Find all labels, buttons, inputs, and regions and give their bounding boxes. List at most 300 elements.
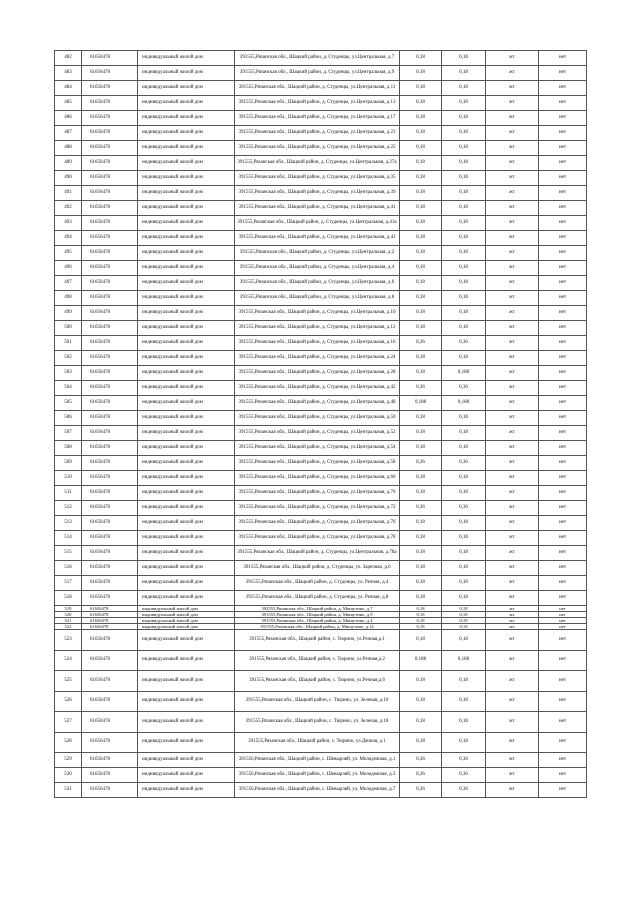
cell-oktmo-code: 61656478 [82, 336, 138, 351]
cell-row-number: 531 [55, 783, 82, 798]
cell-row-number: 496 [55, 261, 82, 276]
cell-oktmo-code: 61656478 [82, 671, 138, 692]
cell-value-a: 0,18 [400, 441, 442, 456]
cell-address: 391555,Рязанская обл., Шацкий район, д. Студенцы, ул.Центральная, д.70 [235, 486, 400, 501]
table-row [55, 630, 587, 651]
cell-oktmo-code: 61656478 [82, 516, 138, 531]
cell-value-b: 0,18 [442, 216, 486, 231]
cell-object-type: индивидуальный жилой дом [138, 671, 235, 692]
table-row [55, 650, 587, 671]
table-row [55, 231, 587, 246]
cell-object-type: индивидуальный жилой дом [138, 141, 235, 156]
cell-object-type: индивидуальный жилой дом [138, 546, 235, 561]
cell-status: жт [486, 306, 539, 321]
cell-object-type: индивидуальный жилой дом [138, 231, 235, 246]
cell-oktmo-code: 61656478 [82, 291, 138, 306]
cell-gas-supply: нет [539, 671, 587, 692]
cell-value-b: 0,36 [442, 456, 486, 471]
cell-object-type: индивидуальный жилой дом [138, 783, 235, 798]
cell-address: 391555,Рязанская обл., Шацкий район, д. Мишутино, д.4 [235, 618, 400, 624]
cell-value-b: 0,18 [442, 351, 486, 366]
cell-oktmo-code: 61656478 [82, 216, 138, 231]
cell-row-number: 508 [55, 441, 82, 456]
cell-value-a: 0,18 [400, 618, 442, 624]
cell-gas-supply: нет [539, 291, 587, 306]
cell-status: жт [486, 606, 539, 612]
cell-gas-supply: нет [539, 111, 587, 126]
cell-address: 391555,Рязанская обл., Шацкий район, д. Студенцы, ул.Центральная, д.6 [235, 276, 400, 291]
cell-gas-supply: нет [539, 753, 587, 768]
table-row [55, 96, 587, 111]
cell-status: жт [486, 753, 539, 768]
cell-value-b: 0,18 [442, 441, 486, 456]
cell-address: 391555,Рязанская обл., Шацкий район, д. Студенцы, ул.Центральная, д.60 [235, 471, 400, 486]
cell-row-number: 500 [55, 321, 82, 336]
cell-value-b: 0,18 [442, 96, 486, 111]
cell-value-a: 0,18 [400, 81, 442, 96]
cell-value-b: 0,18 [442, 186, 486, 201]
cell-gas-supply: нет [539, 531, 587, 546]
cell-row-number: 530 [55, 768, 82, 783]
cell-row-number: 525 [55, 671, 82, 692]
cell-oktmo-code: 61656478 [82, 456, 138, 471]
cell-value-b: 0,18 [442, 612, 486, 618]
cell-row-number: 488 [55, 141, 82, 156]
cell-oktmo-code: 61656478 [82, 276, 138, 291]
cell-object-type: индивидуальный жилой дом [138, 612, 235, 618]
table-row [55, 441, 587, 456]
cell-address: 391555,Рязанская обл., Шацкий район, д. Студенцы, ул.Центральная, д.72 [235, 501, 400, 516]
cell-status: жт [486, 441, 539, 456]
cell-gas-supply: нет [539, 546, 587, 561]
cell-value-b: 0,18 [442, 671, 486, 692]
cell-value-a: 0,18 [400, 306, 442, 321]
cell-object-type: индивидуальный жилой дом [138, 201, 235, 216]
cell-row-number: 497 [55, 276, 82, 291]
cell-object-type: индивидуальный жилой дом [138, 156, 235, 171]
cell-gas-supply: нет [539, 96, 587, 111]
cell-status: жт [486, 516, 539, 531]
cell-status: жт [486, 126, 539, 141]
cell-object-type: индивидуальный жилой дом [138, 630, 235, 651]
cell-row-number: 484 [55, 81, 82, 96]
cell-status: жт [486, 141, 539, 156]
cell-address: 391555,Рязанская обл., Шацкий район, д. Студенцы, ул.Центральная, д.58 [235, 456, 400, 471]
cell-status: жт [486, 291, 539, 306]
cell-value-a: 0,36 [400, 381, 442, 396]
cell-gas-supply: нет [539, 276, 587, 291]
table-row [55, 516, 587, 531]
cell-row-number: 502 [55, 351, 82, 366]
cell-row-number: 485 [55, 96, 82, 111]
cell-gas-supply: нет [539, 691, 587, 712]
cell-value-b: 0,18 [442, 81, 486, 96]
cell-status: жт [486, 111, 539, 126]
cell-address: 391555,Рязанская обл., Шацкий район, д. Студенцы, ул.Центральная, д.12 [235, 321, 400, 336]
cell-value-a: 0,18 [400, 186, 442, 201]
cell-gas-supply: нет [539, 591, 587, 606]
cell-row-number: 491 [55, 186, 82, 201]
cell-status: жт [486, 426, 539, 441]
cell-status: жт [486, 321, 539, 336]
cell-status: жт [486, 576, 539, 591]
cell-value-a: 0,18 [400, 231, 442, 246]
cell-value-a: 0,18 [400, 291, 442, 306]
cell-row-number: 509 [55, 456, 82, 471]
cell-value-b: 0,18 [442, 426, 486, 441]
cell-address: 391555,Рязанская обл., Шацкий район, д. Мишутино, д.9 [235, 612, 400, 618]
cell-value-a: 0,18 [400, 411, 442, 426]
cell-address: 391555,Рязанская обл., Шацкий район, с. Тюрино, ул.Речная,д.2 [235, 650, 400, 671]
cell-value-a: 0,18 [400, 216, 442, 231]
cell-value-b: 0,18 [442, 201, 486, 216]
cell-value-b: 0,18 [442, 66, 486, 81]
cell-address: 391555,Рязанская обл., Шацкий район, д. Студенцы, ул.Центральная, д.41 [235, 201, 400, 216]
cell-address: 391555,Рязанская обл., Шацкий район, д. Студенцы, ул.Центральная, д.4 [235, 261, 400, 276]
cell-object-type: индивидуальный жилой дом [138, 51, 235, 66]
cell-value-b: 0,18 [442, 156, 486, 171]
cell-value-b: 0,18 [442, 291, 486, 306]
cell-status: жт [486, 186, 539, 201]
cell-value-a: 0,18 [400, 171, 442, 186]
cell-address: 391555,Рязанская обл., Шацкий район, д. Студенцы, ул.Центральная, д.35 [235, 171, 400, 186]
cell-value-b: 0,18 [442, 51, 486, 66]
cell-value-b: 0,188 [442, 366, 486, 381]
table-row [55, 156, 587, 171]
cell-object-type: индивидуальный жилой дом [138, 486, 235, 501]
cell-object-type: индивидуальный жилой дом [138, 246, 235, 261]
cell-object-type: индивидуальный жилой дом [138, 591, 235, 606]
cell-row-number: 505 [55, 396, 82, 411]
cell-value-a: 0,18 [400, 96, 442, 111]
cell-status: жт [486, 351, 539, 366]
table-row [55, 753, 587, 768]
cell-oktmo-code: 61656478 [82, 111, 138, 126]
cell-oktmo-code: 61656478 [82, 156, 138, 171]
cell-gas-supply: нет [539, 156, 587, 171]
cell-address: 391555,Рязанская обл., Шацкий район, д. Студенцы, ул.Центральная, д.23 [235, 126, 400, 141]
cell-row-number: 517 [55, 576, 82, 591]
cell-oktmo-code: 61656478 [82, 591, 138, 606]
table-row [55, 261, 587, 276]
cell-status: жт [486, 531, 539, 546]
cell-value-a: 0,18 [400, 246, 442, 261]
table-row [55, 426, 587, 441]
cell-status: жт [486, 456, 539, 471]
cell-value-a: 0,18 [400, 624, 442, 630]
housing-register-table [54, 50, 587, 798]
cell-oktmo-code: 61656478 [82, 261, 138, 276]
cell-gas-supply: нет [539, 351, 587, 366]
cell-gas-supply: нет [539, 366, 587, 381]
cell-object-type: индивидуальный жилой дом [138, 753, 235, 768]
cell-value-b: 0,36 [442, 336, 486, 351]
cell-gas-supply: нет [539, 171, 587, 186]
cell-oktmo-code: 61656478 [82, 321, 138, 336]
cell-value-b: 0,36 [442, 768, 486, 783]
cell-value-b: 0,36 [442, 501, 486, 516]
cell-oktmo-code: 61656478 [82, 486, 138, 501]
table-row [55, 396, 587, 411]
cell-address: 391555,Рязанская обл., Шацкий район, д. Студенцы, ул.Центральная, д.13 [235, 96, 400, 111]
cell-address: 391555,Рязанская обл., Шацкий район, д. Студенцы, ул.Центральная, д.54 [235, 441, 400, 456]
cell-value-a: 0,18 [400, 201, 442, 216]
cell-address: 391555,Рязанская обл., Шацкий район, д. Студенцы, ул.Центральная, д.24 [235, 351, 400, 366]
cell-address: 391555,Рязанская обл., Шацкий район, д. Студенцы, ул.Центральная, д.27а [235, 156, 400, 171]
cell-status: жт [486, 216, 539, 231]
table-row [55, 351, 587, 366]
cell-object-type: индивидуальный жилой дом [138, 96, 235, 111]
cell-address: 391555,Рязанская обл., Шацкий район, д. Студенцы, ул.Центральная, д.28 [235, 366, 400, 381]
cell-value-a: 0,188 [400, 396, 442, 411]
cell-value-b: 0,18 [442, 606, 486, 612]
cell-value-a: 0,18 [400, 591, 442, 606]
cell-gas-supply: нет [539, 516, 587, 531]
cell-gas-supply: нет [539, 576, 587, 591]
cell-gas-supply: нет [539, 261, 587, 276]
cell-object-type: индивидуальный жилой дом [138, 531, 235, 546]
cell-value-a: 0,18 [400, 630, 442, 651]
cell-object-type: индивидуальный жилой дом [138, 691, 235, 712]
cell-row-number: 515 [55, 546, 82, 561]
cell-value-a: 0,18 [400, 126, 442, 141]
cell-value-a: 0,18 [400, 516, 442, 531]
table-row [55, 186, 587, 201]
cell-address: 391556,Рязанская обл., Шацкий район, с. Шевырляй, ул. Молодежная, д.3 [235, 768, 400, 783]
cell-row-number: 513 [55, 516, 82, 531]
cell-oktmo-code: 61656478 [82, 501, 138, 516]
cell-row-number: 523 [55, 630, 82, 651]
cell-oktmo-code: 61656478 [82, 366, 138, 381]
cell-gas-supply: нет [539, 51, 587, 66]
cell-gas-supply: нет [539, 618, 587, 624]
cell-oktmo-code: 61656478 [82, 471, 138, 486]
cell-row-number: 489 [55, 156, 82, 171]
cell-gas-supply: нет [539, 650, 587, 671]
cell-status: жт [486, 712, 539, 733]
cell-address: 391555,Рязанская обл., Шацкий район, д. Студенцы, ул.Центральная, д.78 [235, 531, 400, 546]
cell-value-a: 0,18 [400, 606, 442, 612]
table-row [55, 111, 587, 126]
cell-oktmo-code: 61656478 [82, 141, 138, 156]
cell-value-a: 0,36 [400, 456, 442, 471]
cell-gas-supply: нет [539, 606, 587, 612]
cell-address: 391555,Рязанская обл., Шацкий район, д. Студенцы, ул.Центральная, д.7 [235, 51, 400, 66]
cell-value-b: 0,18 [442, 618, 486, 624]
table-row [55, 336, 587, 351]
cell-gas-supply: нет [539, 81, 587, 96]
cell-value-b: 0,18 [442, 732, 486, 753]
cell-value-b: 0,36 [442, 783, 486, 798]
table-row [55, 501, 587, 516]
cell-gas-supply: нет [539, 66, 587, 81]
cell-oktmo-code: 61656478 [82, 753, 138, 768]
cell-address: 391555,Рязанская обл., Шацкий район, д. Студенцы, ул.Центральная, д.50 [235, 411, 400, 426]
cell-value-b: 0,18 [442, 531, 486, 546]
table-row [55, 456, 587, 471]
cell-value-b: 0,18 [442, 546, 486, 561]
cell-object-type: индивидуальный жилой дом [138, 111, 235, 126]
cell-object-type: индивидуальный жилой дом [138, 366, 235, 381]
cell-value-b: 0,18 [442, 306, 486, 321]
cell-row-number: 524 [55, 650, 82, 671]
cell-row-number: 510 [55, 471, 82, 486]
cell-value-b: 0,18 [442, 712, 486, 733]
cell-row-number: 529 [55, 753, 82, 768]
cell-row-number: 516 [55, 561, 82, 576]
cell-value-a: 0,18 [400, 546, 442, 561]
table-row [55, 546, 587, 561]
cell-value-a: 0,36 [400, 336, 442, 351]
cell-oktmo-code: 61656478 [82, 81, 138, 96]
cell-oktmo-code: 61656478 [82, 126, 138, 141]
table-row [55, 126, 587, 141]
cell-gas-supply: нет [539, 441, 587, 456]
table-row [55, 306, 587, 321]
cell-row-number: 527 [55, 712, 82, 733]
cell-value-a: 0,36 [400, 768, 442, 783]
cell-object-type: индивидуальный жилой дом [138, 291, 235, 306]
cell-row-number: 498 [55, 291, 82, 306]
cell-value-a: 0,18 [400, 351, 442, 366]
cell-status: жт [486, 612, 539, 618]
cell-value-a: 0,18 [400, 111, 442, 126]
cell-gas-supply: нет [539, 336, 587, 351]
cell-object-type: индивидуальный жилой дом [138, 441, 235, 456]
cell-object-type: индивидуальный жилой дом [138, 768, 235, 783]
cell-gas-supply: нет [539, 216, 587, 231]
cell-value-b: 0,18 [442, 576, 486, 591]
table-row [55, 471, 587, 486]
cell-row-number: 492 [55, 201, 82, 216]
cell-oktmo-code: 61656478 [82, 231, 138, 246]
cell-status: жт [486, 66, 539, 81]
cell-oktmo-code: 61656478 [82, 732, 138, 753]
cell-value-b: 0,18 [442, 321, 486, 336]
cell-status: жт [486, 96, 539, 111]
cell-object-type: индивидуальный жилой дом [138, 650, 235, 671]
cell-address: 391556,Рязанская обл., Шацкий район, с. Шевырляй, ул. Молодежная, д.1 [235, 753, 400, 768]
cell-gas-supply: нет [539, 126, 587, 141]
cell-value-b: 0,18 [442, 231, 486, 246]
cell-status: жт [486, 396, 539, 411]
cell-oktmo-code: 61656478 [82, 351, 138, 366]
table-row [55, 531, 587, 546]
cell-row-number: 519 [55, 606, 82, 612]
cell-oktmo-code: 61656478 [82, 96, 138, 111]
cell-object-type: индивидуальный жилой дом [138, 471, 235, 486]
table-row [55, 81, 587, 96]
cell-address: 392555,Рязанская обл., Шацкий район, д. Мишутино, д.7 [235, 606, 400, 612]
cell-row-number: 490 [55, 171, 82, 186]
cell-row-number: 504 [55, 381, 82, 396]
cell-address: 391555,Рязанская обл., Шацкий район, д. Студенцы, ул.Центральная, д.8 [235, 291, 400, 306]
cell-value-a: 0,18 [400, 471, 442, 486]
cell-status: жт [486, 246, 539, 261]
table-row [55, 141, 587, 156]
cell-object-type: индивидуальный жилой дом [138, 336, 235, 351]
cell-value-a: 0,18 [400, 321, 442, 336]
cell-status: жт [486, 81, 539, 96]
cell-value-a: 0,18 [400, 691, 442, 712]
cell-object-type: индивидуальный жилой дом [138, 576, 235, 591]
cell-oktmo-code: 61656478 [82, 441, 138, 456]
cell-value-b: 0,18 [442, 261, 486, 276]
cell-address: 391555,Рязанская обл., Шацкий район, д. Студенцы, ул.Центральная, д.10 [235, 306, 400, 321]
cell-status: жт [486, 486, 539, 501]
cell-address: 391555,Рязанская обл., Шацкий район, с. Тюрино, ул. Зеленая, д.18 [235, 712, 400, 733]
cell-oktmo-code: 61656478 [82, 201, 138, 216]
cell-value-a: 0,18 [400, 671, 442, 692]
cell-address: 391555,Рязанская обл., Шацкий район, д. Студенцы, ул.Центральная, д.78а [235, 546, 400, 561]
cell-address: 391555,Рязанская обл., Шацкий район, д. Студенцы, ул.Центральная, д.52 [235, 426, 400, 441]
cell-gas-supply: нет [539, 732, 587, 753]
cell-oktmo-code: 61656478 [82, 306, 138, 321]
cell-row-number: 483 [55, 66, 82, 81]
cell-value-b: 0,188 [442, 396, 486, 411]
cell-status: жт [486, 381, 539, 396]
cell-address: 391555,Рязанская обл., Шацкий район, с. Тюрино, ул.Дачная, д.1 [235, 732, 400, 753]
table-row [55, 576, 587, 591]
cell-oktmo-code: 61656478 [82, 783, 138, 798]
cell-address: 391555,Рязанская обл., Шацкий район, д. Студенцы, ул. Речная, д.8 [235, 591, 400, 606]
cell-row-number: 512 [55, 501, 82, 516]
cell-gas-supply: нет [539, 141, 587, 156]
cell-value-a: 0,18 [400, 531, 442, 546]
cell-row-number: 482 [55, 51, 82, 66]
cell-value-a: 0,18 [400, 276, 442, 291]
cell-value-b: 0,18 [442, 561, 486, 576]
table-row [55, 381, 587, 396]
cell-oktmo-code: 61656478 [82, 381, 138, 396]
cell-row-number: 514 [55, 531, 82, 546]
cell-gas-supply: нет [539, 231, 587, 246]
cell-oktmo-code: 61656478 [82, 411, 138, 426]
table-row [55, 561, 587, 576]
cell-status: жт [486, 691, 539, 712]
cell-address: 391555,Рязанская обл., Шацкий район, с. Тюрино, ул.Речная,д.1 [235, 630, 400, 651]
cell-gas-supply: нет [539, 624, 587, 630]
table-row [55, 783, 587, 798]
cell-gas-supply: нет [539, 471, 587, 486]
cell-status: жт [486, 411, 539, 426]
cell-oktmo-code: 61656478 [82, 51, 138, 66]
cell-address: 391556,Рязанская обл., Шацкий район, с. Шевырляй, ул. Молодежная, д.7 [235, 783, 400, 798]
table-row [55, 66, 587, 81]
cell-value-b: 0,18 [442, 411, 486, 426]
cell-address: 391555,Рязанская обл., Шацкий район, д. Студенцы, ул.Центральная, д.16 [235, 336, 400, 351]
cell-row-number: 501 [55, 336, 82, 351]
cell-value-b: 0,18 [442, 630, 486, 651]
table-row [55, 291, 587, 306]
table-row [55, 411, 587, 426]
cell-row-number: 518 [55, 591, 82, 606]
cell-address: 391555,Рязанская обл., Шацкий район, д. Студенцы, ул.Центральная, д.9 [235, 66, 400, 81]
cell-object-type: индивидуальный жилой дом [138, 126, 235, 141]
cell-gas-supply: нет [539, 246, 587, 261]
cell-gas-supply: нет [539, 612, 587, 618]
cell-value-b: 0,18 [442, 516, 486, 531]
cell-oktmo-code: 61656478 [82, 576, 138, 591]
cell-status: жт [486, 732, 539, 753]
cell-gas-supply: нет [539, 396, 587, 411]
cell-address: 391555,Рязанская обл., Шацкий район, д. Студенцы, ул.Центральная, д.43 [235, 231, 400, 246]
cell-oktmo-code: 61656478 [82, 691, 138, 712]
table-row [55, 591, 587, 606]
cell-value-a: 0,18 [400, 712, 442, 733]
cell-oktmo-code: 61656478 [82, 561, 138, 576]
table-row [55, 216, 587, 231]
